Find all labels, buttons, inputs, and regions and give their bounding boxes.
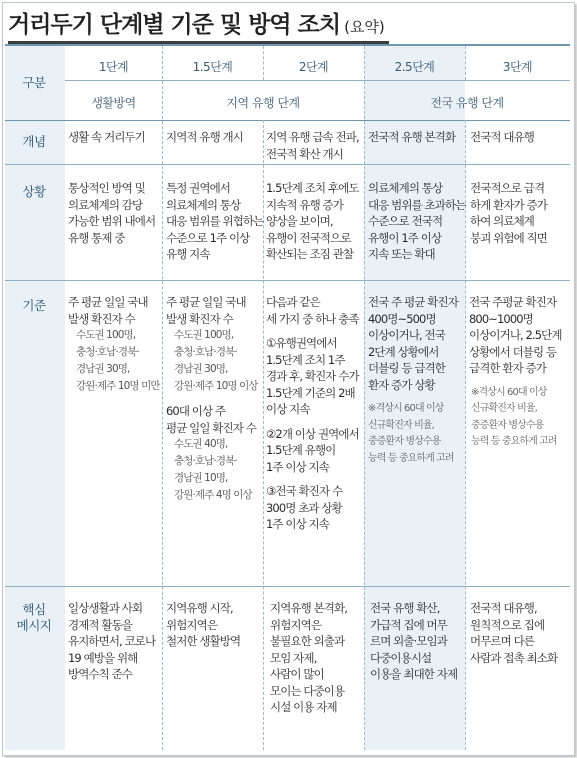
text-line: 시설 이용 자제 [270, 700, 337, 714]
page-title [8, 6, 385, 39]
note-line: 신규확진자 비율, [368, 419, 434, 431]
detail-line: 수도권 40명, [174, 438, 228, 450]
text-line: 다중이용시설 [370, 650, 432, 665]
text-line: 전국적 확산 개시 [266, 146, 343, 161]
text-line: ②2개 이상 권역에서 [266, 426, 359, 441]
detail-line: 경남권 30명, [174, 363, 228, 375]
criteria-level-25 [368, 294, 458, 467]
text-line: 양상을 보이며, [266, 214, 333, 228]
text-line: 불필요한 외출과 [270, 634, 345, 648]
concept-level-15 [166, 129, 243, 146]
text-line: 대응 범위를 초과하는 [368, 197, 466, 212]
text-line: 전국적 대유행 [470, 130, 535, 144]
text-line: 400명~500명 [368, 311, 436, 326]
criteria-level-3 [469, 294, 562, 451]
text-line: 가능한 범위 내에서 [68, 214, 156, 228]
text-line: 이상이거나, 2.5단계 [469, 328, 562, 342]
text-line: 사람이 많이 [270, 667, 324, 681]
detail-line: 강원·제주 4명 이상 [174, 489, 252, 501]
text-line: 1.5단계 조치 1주 [266, 352, 345, 367]
text-line: 사람과 접촉 최소화 [470, 650, 558, 665]
text-line: 전국적으로 급격 [470, 181, 545, 195]
header-mid-rule [65, 80, 570, 81]
text-line: 지역 유행 급속 전파, [266, 130, 359, 144]
text-line: 원칙적으로 집에 [470, 617, 545, 632]
situation-level-1 [68, 180, 155, 246]
text-line: 상황에서 더블링 등 [469, 344, 557, 359]
text-line: 확산되는 조짐 관찰 [266, 247, 354, 261]
situation-level-2 [266, 180, 359, 263]
message-level-25 [370, 600, 457, 683]
spacer [368, 393, 458, 401]
detail-line: 강원·제주 10명 이상 [174, 380, 258, 392]
text-line: 19 예방을 위해 [68, 650, 138, 665]
text-line: 1주 이상 지속 [266, 517, 329, 531]
text-line: 전국적 대유행, [470, 601, 537, 615]
level-25-header: 2.5단계 [394, 60, 435, 74]
note-line: 중증환자 병상수용 [368, 436, 441, 447]
text-line: 전국 주평균 확진자 [469, 295, 557, 309]
text-line: 다음과 같은 [266, 295, 320, 309]
label-line: 핵심 [22, 602, 46, 617]
text-line: 이용을 최대한 자제 [370, 667, 458, 681]
text-line: 하여 의료체계 [470, 214, 535, 228]
text-line: 환자 증가 상황 [368, 377, 435, 392]
text-line: 특정 권역에서 [166, 181, 231, 195]
spacer [266, 475, 359, 483]
message-level-1 [68, 600, 155, 683]
text-line: 유행 통제 중 [68, 230, 125, 245]
col-divider-1 [162, 46, 163, 750]
note-line: 신규확진자 비율, [471, 403, 537, 414]
text-line: 철저한 생활방역 [166, 634, 241, 648]
text-line: 지역적 유행 개시 [166, 130, 243, 144]
table-top-rule [5, 44, 570, 46]
title-sub: (요약) [344, 18, 385, 36]
text-line: 1.5단계 기준의 2배 [266, 385, 355, 400]
text-line: 주 평균 일일 국내 [68, 295, 148, 309]
detail-line: 충청·호남·경북· [174, 346, 237, 358]
row-label-message [6, 602, 62, 634]
text-line: 이상 지속 [266, 402, 310, 416]
text-line: 지역유행 본격화, [270, 601, 347, 615]
row-rule-3 [5, 586, 570, 587]
text-line: 발생 확진자 수 [68, 311, 135, 326]
text-line: 수준으로 1주 이상 [166, 230, 250, 245]
text-line: 지역유행 시작, [166, 601, 233, 615]
text-line: 의료체계의 감당 [68, 197, 143, 212]
text-line: 지속적 유행 증가 [266, 197, 343, 212]
text-line: 전국 유행 확산, [370, 601, 440, 615]
text-line: 방역수칙 준수 [68, 667, 133, 681]
detail-line: 수도권 100명, [76, 329, 136, 341]
text-line: 유행 지속 [166, 247, 210, 261]
note-line: 능력 등 중요하게 고려 [471, 436, 557, 447]
text-line: 평균 일일 확진자 수 [166, 420, 256, 435]
detail-line: 경남권 10명, [174, 472, 228, 484]
text-line: 의료체계의 통상 [368, 181, 443, 195]
detail-line: 충청·호남·경북· [174, 455, 237, 467]
title-main: 거리두기 단계별 기준 및 방역 조치 [8, 12, 341, 38]
row-label-criteria: 기준 [22, 298, 46, 313]
text-line: 유행이 전국적으로 [266, 230, 351, 245]
message-level-15 [166, 600, 240, 650]
text-line: 더블링 등 급격한 [368, 361, 445, 375]
group-national: 전국 유행 단계 [430, 96, 504, 110]
col-divider-3 [364, 46, 365, 750]
situation-level-25 [368, 180, 465, 263]
text-line: 일상생활과 사회 [68, 601, 143, 615]
text-line: 모임 자제, [270, 650, 317, 665]
text-line: 이상이거나, 전국 [368, 328, 445, 342]
concept-level-3 [470, 129, 534, 146]
note-line: 중증환자 병상수용 [471, 419, 544, 431]
text-line: 통상적인 방역 및 [68, 181, 145, 195]
text-line: 전국적 유행 본격화 [368, 130, 456, 144]
situation-level-3 [470, 180, 547, 246]
text-line: ①유행권역에서 [266, 336, 337, 350]
text-line: 위험지역은 [166, 617, 218, 632]
text-line: 유지하면서, 코로나 [68, 634, 156, 648]
detail-line: 경남권 30명, [76, 363, 130, 375]
criteria-level-1 [68, 294, 160, 395]
text-line: 1.5단계 조치 후에도 [266, 181, 359, 195]
situation-level-15 [166, 180, 263, 263]
text-line: 1.5단계 유행이 [266, 443, 336, 457]
note-line: 능력 등 중요하게 고려 [368, 452, 454, 464]
text-line: 발생 확진자 수 [166, 311, 233, 326]
text-line: 유행이 1주 이상 [368, 230, 442, 245]
row-rule-2 [5, 280, 570, 281]
spacer [166, 395, 258, 403]
criteria-level-2 [266, 294, 359, 533]
label-line: 메시지 [16, 618, 52, 633]
text-line: 의료체계의 통상 [166, 197, 241, 212]
spacer [266, 327, 359, 335]
text-line: 300명 초과 상황 [266, 500, 342, 515]
text-line: 붕괴 위험에 직면 [470, 230, 547, 245]
concept-level-2 [266, 129, 359, 162]
level-15-header: 1.5단계 [192, 60, 233, 74]
row-label-concept: 개념 [22, 134, 46, 149]
level-2-header: 2단계 [298, 60, 329, 74]
detail-line: 수도권 100명, [174, 329, 234, 341]
detail-line: 충청·호남·경북· [76, 346, 139, 358]
text-line: 급격한 환자 증가 [469, 361, 546, 375]
text-line: 수준으로 전국적 [368, 214, 443, 228]
spacer [266, 418, 359, 426]
header-category-label: 구분 [22, 75, 46, 90]
text-line: 머무르며 다른 [470, 634, 535, 648]
text-line: 2단계 상황에서 [368, 344, 439, 359]
note-line: ※격상시 60대 이상 [471, 386, 547, 398]
spacer [469, 377, 562, 385]
text-line: 주 평균 일일 국내 [166, 295, 246, 309]
row-rule-1 [5, 164, 570, 165]
concept-level-1 [68, 129, 145, 146]
text-line: ③전국 확진자 수 [266, 484, 343, 498]
message-level-2 [270, 600, 347, 716]
note-line: ※격상시 60대 이상 [368, 403, 444, 414]
text-line: 전국 주 평균 확진자 [368, 295, 458, 309]
text-line: 하게 환자가 증가 [470, 197, 547, 212]
text-line: 르며 외출·모임과 [370, 634, 447, 648]
header-bottom-rule [5, 120, 570, 121]
message-level-3 [470, 600, 557, 666]
level-3-header: 3단계 [502, 60, 533, 74]
group-living-quarantine: 생활방역 [91, 96, 136, 110]
text-line: 세 가지 중 하나 충족 [266, 311, 359, 326]
text-line: 생활 속 거리두기 [68, 130, 145, 144]
text-line: 800~1000명 [469, 311, 533, 326]
text-line: 1주 이상 지속 [266, 459, 329, 474]
detail-line: 강원·제주 10명 미만 [76, 380, 160, 392]
text-line: 가급적 집에 머무 [370, 617, 447, 632]
criteria-level-15 [166, 294, 258, 504]
text-line: 60대 이상 주 [166, 404, 226, 418]
text-line: 대응 범위를 위협하는 [166, 214, 264, 228]
group-regional: 지역 유행 단계 [226, 96, 300, 110]
text-line: 모이는 다중이용 [270, 683, 345, 698]
concept-level-25 [368, 129, 455, 146]
text-line: 경과 후, 확진자 수가 [266, 369, 359, 383]
row-label-situation: 상황 [22, 184, 46, 199]
text-line: 지속 또는 확대 [368, 247, 435, 261]
text-line: 위험지역은 [270, 617, 322, 632]
text-line: 경제적 활동을 [68, 617, 133, 632]
level-1-header: 1단계 [98, 60, 129, 74]
